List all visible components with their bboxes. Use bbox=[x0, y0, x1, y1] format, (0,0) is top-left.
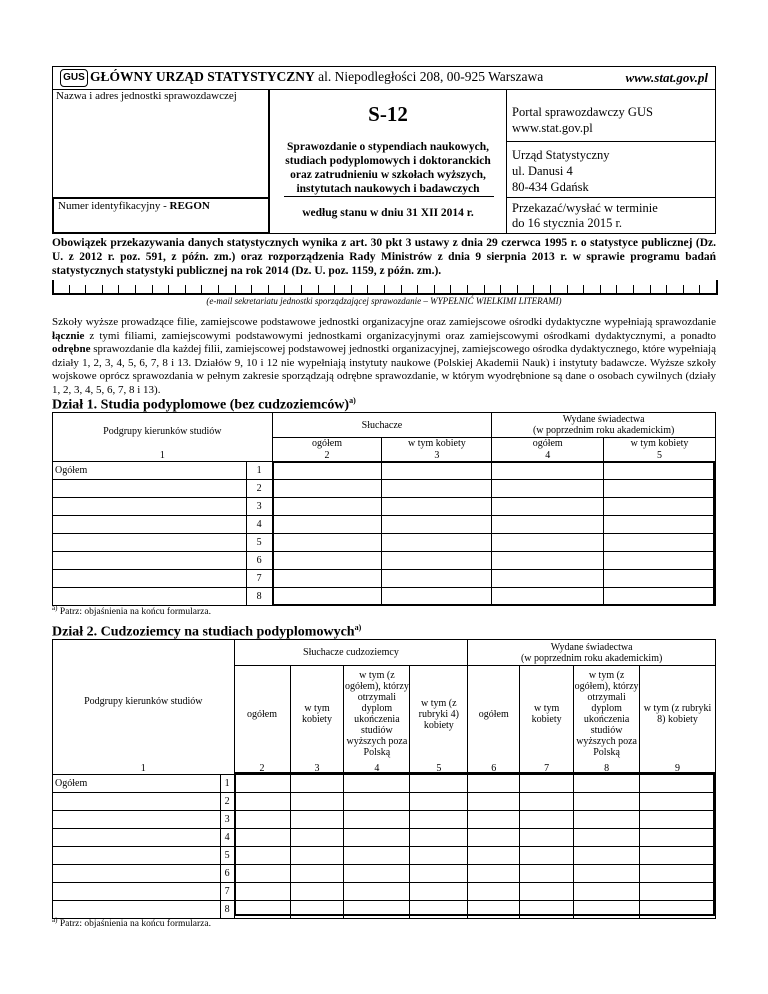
email-char-divider bbox=[517, 285, 518, 295]
email-char-divider bbox=[85, 285, 86, 295]
email-char-divider bbox=[583, 285, 584, 295]
s1-num-5: 5 bbox=[604, 450, 716, 462]
email-char-divider bbox=[235, 285, 236, 295]
s1-group2-sub: (w poprzednim roku akademickim) bbox=[532, 425, 675, 436]
row-number: 7 bbox=[246, 570, 272, 588]
form-title: Sprawozdanie o stypendiach naukowych, studiach podyplomowych i doktoranckich oraz zatrudnieniu w szkołach wyższych, instytutach naukowych i badawczych bbox=[285, 141, 491, 195]
section2-sup: a) bbox=[354, 623, 362, 632]
section2-title-text: Dział 2. Cudzoziemcy na studiach podyplomowych bbox=[52, 624, 355, 640]
s1-col-label: Podgrupy kierunków studiów bbox=[53, 413, 273, 450]
row-number: 4 bbox=[246, 516, 272, 534]
regon-label: Numer identyfikacyjny - bbox=[58, 200, 170, 212]
email-char-divider bbox=[135, 285, 136, 295]
row-label: Ogółem bbox=[53, 774, 221, 792]
s2-num-7: 7 bbox=[520, 763, 574, 775]
s1-num-1: 1 bbox=[53, 450, 273, 462]
instr-bold2: odrębne bbox=[52, 343, 91, 355]
s1-c3-label: w tym kobiety bbox=[382, 438, 492, 450]
s1-footnote-text: Patrz: objaśnienia na końcu formularza. bbox=[57, 607, 211, 618]
row-number: 7 bbox=[220, 882, 234, 900]
s2-num-1: 1 bbox=[53, 763, 235, 775]
row-number: 3 bbox=[246, 498, 272, 516]
row-label bbox=[53, 498, 247, 516]
s2-num-3: 3 bbox=[290, 763, 344, 775]
row-label bbox=[53, 516, 247, 534]
section1-sup: a) bbox=[349, 396, 356, 405]
email-char-divider bbox=[699, 285, 700, 295]
email-char-divider bbox=[301, 285, 302, 295]
email-char-divider bbox=[384, 285, 385, 295]
email-char-divider bbox=[600, 285, 601, 295]
state-date: według stanu w dniu 31 XII 2014 r. bbox=[302, 207, 474, 219]
email-char-divider bbox=[434, 285, 435, 295]
email-char-divider bbox=[533, 285, 534, 295]
org-address: al. Niepodległości 208, 00-925 Warszawa bbox=[318, 69, 544, 84]
obligation-text: Obowiązek przekazywania danych statystycznych wynika z art. 30 pkt 3 ustawy z dnia 29 czerwca 1995 r. o statystyce publicznej (Dz. U. z 2012 r. poz. 591, z późn. zm.) oraz rozporządzenia Rady Ministrów z dnia 9 sierpnia 2013 r. w sprawie programu badań statystycznych statystyki publicznej na rok 2014 (Dz. U. poz. 1159, z późn. zm.). bbox=[52, 237, 716, 277]
email-char-divider bbox=[467, 285, 468, 295]
s2-num-2: 2 bbox=[234, 763, 290, 775]
s2-footnote bbox=[52, 916, 211, 929]
email-char-divider bbox=[284, 285, 285, 295]
s2-col-label: Podgrupy kierunków studiów bbox=[53, 640, 235, 763]
s1-num-2: 2 bbox=[272, 450, 382, 462]
s2-c5-label: w tym (z rubryki 4) kobiety bbox=[410, 666, 468, 763]
s2-c8-label: w tym (z ogółem), którzy otrzymali dyplom ukończenia studiów wyższych poza Polską bbox=[574, 666, 640, 763]
s2-footnote-sup: a) bbox=[52, 916, 58, 924]
email-char-divider bbox=[417, 285, 418, 295]
s1-c5-label: w tym kobiety bbox=[604, 438, 716, 450]
s1-footnote-sup: a) bbox=[52, 604, 58, 612]
s1-c4-label: ogółem bbox=[492, 438, 604, 450]
website[interactable]: www.stat.gov.pl bbox=[625, 70, 708, 85]
office-line3: 80-434 Gdańsk bbox=[512, 180, 589, 194]
row-number: 2 bbox=[246, 480, 272, 498]
row-label bbox=[53, 570, 247, 588]
row-label bbox=[53, 588, 247, 606]
deadline-info bbox=[512, 201, 658, 231]
row-label: Ogółem bbox=[53, 462, 247, 480]
office-rule bbox=[506, 197, 716, 198]
row-number: 5 bbox=[246, 534, 272, 552]
s2-c2-label: ogółem bbox=[234, 666, 290, 763]
portal-line2[interactable]: www.stat.gov.pl bbox=[512, 121, 593, 135]
s2-group1: Słuchacze cudzoziemcy bbox=[234, 640, 468, 666]
email-char-divider bbox=[168, 285, 169, 295]
s2-c7-label: w tym kobiety bbox=[520, 666, 574, 763]
row-label bbox=[53, 792, 221, 810]
s1-num-3: 3 bbox=[382, 450, 492, 462]
s2-c4-label: w tym (z ogółem), którzy otrzymali dyplom ukończenia studiów wyższych poza Polską bbox=[344, 666, 410, 763]
row-number: 4 bbox=[220, 828, 234, 846]
unit-name-label: Nazwa i adres jednostki sprawozdawczej bbox=[56, 90, 237, 102]
s2-num-9: 9 bbox=[640, 763, 716, 775]
row-number: 2 bbox=[220, 792, 234, 810]
s2-c6-label: ogółem bbox=[468, 666, 520, 763]
instr-bold1: łącznie bbox=[52, 329, 85, 342]
office-line2: ul. Danusi 4 bbox=[512, 164, 573, 178]
header-top-row bbox=[52, 66, 716, 90]
s2-c9-label: w tym (z rubryki 8) kobiety bbox=[640, 666, 716, 763]
form-title-rule bbox=[284, 196, 494, 197]
s1-num-4: 4 bbox=[492, 450, 604, 462]
portal-info bbox=[512, 104, 653, 136]
s1-group1: Słuchacze bbox=[272, 413, 492, 438]
email-char-divider bbox=[650, 285, 651, 295]
email-char-divider bbox=[218, 285, 219, 295]
row-label bbox=[53, 552, 247, 570]
email-char-divider bbox=[616, 285, 617, 295]
row-number: 1 bbox=[246, 462, 272, 480]
section1-title bbox=[52, 396, 356, 414]
email-char-divider bbox=[666, 285, 667, 295]
email-char-divider bbox=[152, 285, 153, 295]
email-char-divider bbox=[185, 285, 186, 295]
gus-logo: GUS bbox=[60, 69, 88, 87]
email-char-divider bbox=[318, 285, 319, 295]
email-char-divider bbox=[716, 280, 718, 295]
row-number: 6 bbox=[246, 552, 272, 570]
email-char-divider bbox=[567, 285, 568, 295]
email-char-divider bbox=[401, 285, 402, 295]
row-label bbox=[53, 864, 221, 882]
regon-box[interactable] bbox=[52, 197, 270, 234]
s1-data-frame bbox=[272, 461, 715, 606]
s1-footnote bbox=[52, 604, 211, 617]
form-code: S-12 bbox=[368, 102, 408, 126]
s2-data-frame bbox=[234, 772, 715, 916]
s2-num-6: 6 bbox=[468, 763, 520, 775]
portal-line1: Portal sprawozdawczy GUS bbox=[512, 105, 653, 119]
email-char-divider bbox=[102, 285, 103, 295]
row-number: 8 bbox=[246, 588, 272, 606]
portal-rule bbox=[506, 141, 716, 142]
deadline-line1: Przekazać/wysłać w terminie bbox=[512, 201, 658, 215]
email-char-divider bbox=[52, 280, 54, 295]
email-char-divider bbox=[69, 285, 70, 295]
instr-part3: sprawozdanie dla każdej filii, zamiejscowej podstawowej jednostki organizacyjnej, zamiejscowego ośrodka dydaktycznego, które wypełniają działy 1, 2, 3, 4, 5, 6, 7, 8 i 13. Działów 9, 10 i 12 nie wypełniają instytuty naukowe (Polskiej Akademii Nauk) i instytuty badawcze. Wyższe szkoły wojskowe oprócz sprawozdania w pełnym zakresie sporządzają odrębne sprawozdanie, w którym wyodrębnione są dane o osobach cywilnych (działy 1, 2, 3, 4, 5, 6, 7, 8 i 13). bbox=[52, 343, 716, 396]
email-char-divider bbox=[351, 285, 352, 295]
s1-group2 bbox=[492, 413, 716, 438]
s2-group2 bbox=[468, 640, 716, 666]
row-number: 6 bbox=[220, 864, 234, 882]
row-label bbox=[53, 846, 221, 864]
row-number: 1 bbox=[220, 774, 234, 792]
s2-num-5: 5 bbox=[410, 763, 468, 775]
email-char-divider bbox=[268, 285, 269, 295]
email-char-divider bbox=[251, 285, 252, 295]
office-info bbox=[512, 147, 610, 195]
s2-group2-sub: (w poprzednim roku akademickim) bbox=[520, 652, 663, 664]
email-char-divider bbox=[201, 285, 202, 295]
row-label bbox=[53, 828, 221, 846]
email-char-divider bbox=[450, 285, 451, 295]
row-label bbox=[53, 534, 247, 552]
email-char-divider bbox=[683, 285, 684, 295]
row-label bbox=[53, 480, 247, 498]
row-label bbox=[53, 882, 221, 900]
deadline-line2: do 16 stycznia 2015 r. bbox=[512, 216, 623, 230]
section1-title-text: Dział 1. Studia podyplomowe (bez cudzoziemców) bbox=[52, 397, 350, 413]
instr-part2: z tymi filiami, zamiejscowymi podstawowymi jednostkami organizacyjnymi oraz zamiejscowymi ośrodkami dydaktycznymi, a ponadto bbox=[84, 329, 716, 342]
email-char-divider bbox=[484, 285, 485, 295]
email-char-divider bbox=[118, 285, 119, 295]
regon-bold: REGON bbox=[169, 200, 210, 212]
row-number: 8 bbox=[220, 900, 234, 918]
row-number: 3 bbox=[220, 810, 234, 828]
s2-c3-label: w tym kobiety bbox=[290, 666, 344, 763]
email-char-divider bbox=[334, 285, 335, 295]
email-char-divider bbox=[367, 285, 368, 295]
unit-name-field[interactable] bbox=[52, 90, 270, 198]
email-char-divider bbox=[550, 285, 551, 295]
s2-group2-title: Wydane świadectwa bbox=[550, 641, 633, 653]
instr-part1: Szkoły wyższe prowadzące filie, zamiejscowe podstawowe jednostki organizacyjne oraz zamiejscowe ośrodki dydaktyczne wypełniają sprawozdanie bbox=[52, 316, 716, 328]
s1-c2-label: ogółem bbox=[272, 438, 382, 450]
s2-num-4: 4 bbox=[344, 763, 410, 775]
row-label bbox=[53, 810, 221, 828]
s2-num-8: 8 bbox=[574, 763, 640, 775]
s2-footnote-text: Patrz: objaśnienia na końcu formularza. bbox=[57, 919, 211, 930]
email-caption: (e-mail sekretariatu jednostki sporządzającej sprawozdanie – WYPEŁNIĆ WIELKIMI LITERAMI) bbox=[206, 296, 562, 306]
section2-title bbox=[52, 623, 361, 641]
email-char-divider bbox=[633, 285, 634, 295]
office-line1: Urząd Statystyczny bbox=[512, 148, 610, 162]
org-name: GŁÓWNY URZĄD STATYSTYCZNY bbox=[90, 69, 315, 84]
instructions bbox=[52, 316, 716, 397]
row-number: 5 bbox=[220, 846, 234, 864]
email-char-boxes bbox=[52, 280, 716, 295]
s1-group2-title: Wydane świadectwa bbox=[562, 414, 645, 425]
email-char-divider bbox=[500, 285, 501, 295]
